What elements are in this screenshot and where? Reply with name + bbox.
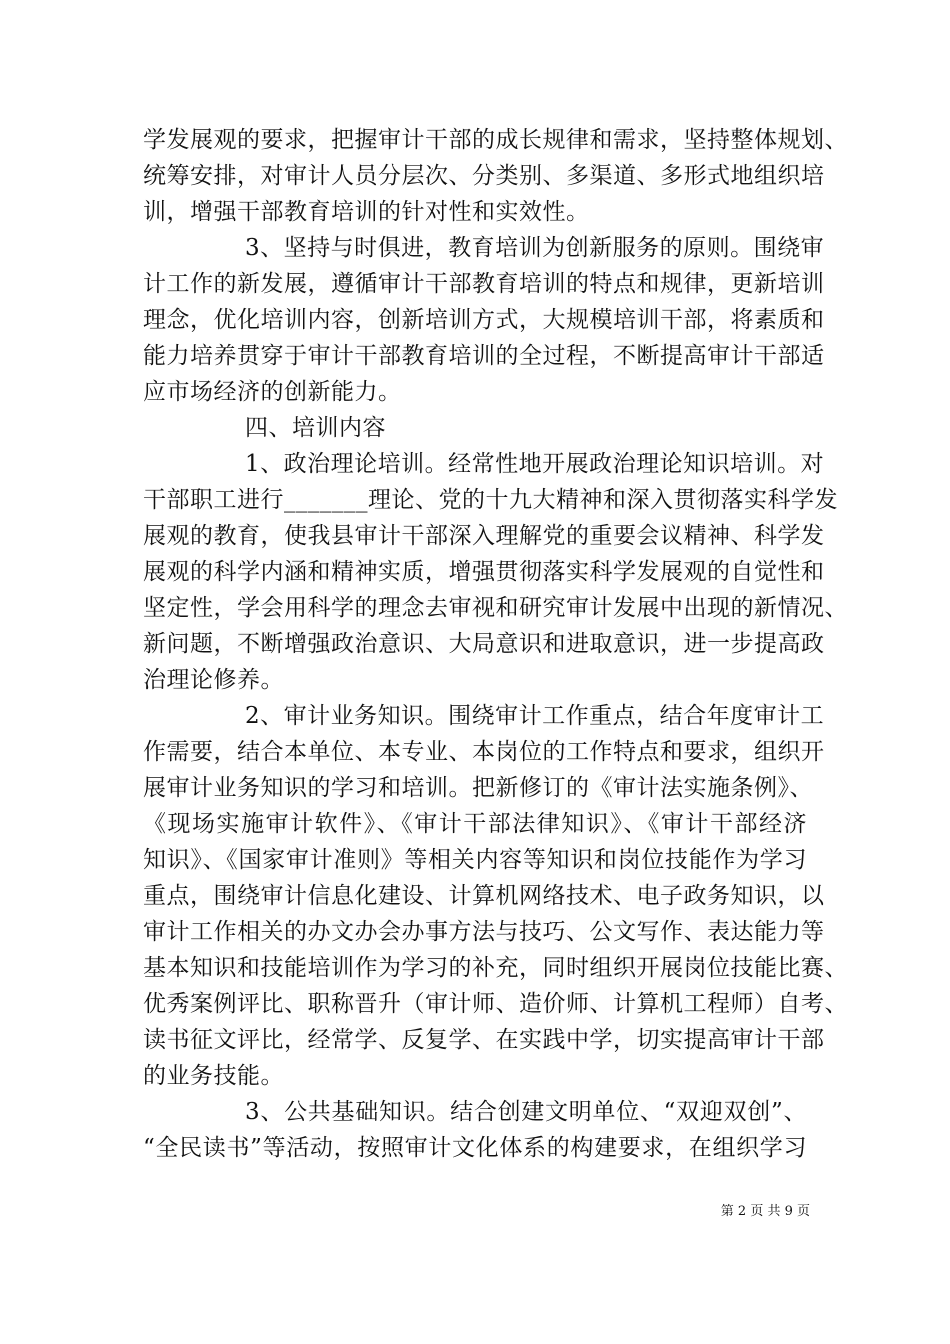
text-line: 作需要，结合本单位、本专业、本岗位的工作特点和要求，组织开 <box>143 739 825 765</box>
paragraph-start-line: 3、坚持与时俱进，教育培训为创新服务的原则。围绕审 <box>245 235 825 261</box>
text-line: 计工作的新发展，遵循审计干部教育培训的特点和规律，更新培训 <box>143 271 825 297</box>
text-line: 《现场实施审计软件》、《审计干部法律知识》、《审计干部经济 <box>143 811 807 837</box>
section-heading: 四、培训内容 <box>245 415 386 441</box>
text-line: 知识》、《国家审计准则》等相关内容等知识和岗位技能作为学习 <box>143 847 807 873</box>
paragraph-start-line: 2、审计业务知识。围绕审计工作重点，结合年度审计工 <box>245 703 825 729</box>
text-line: 审计工作相关的办文办会办事方法与技巧、公文写作、表达能力等 <box>143 919 825 945</box>
text-line: 展观的教育，使我县审计干部深入理解党的重要会议精神、科学发 <box>143 523 825 549</box>
text-line: 学发展观的要求，把握审计干部的成长规律和需求，坚持整体规划、 <box>143 127 848 153</box>
text-line: 统筹安排，对审计人员分层次、分类别、多渠道、多形式地组织培 <box>143 163 825 189</box>
paragraph-start-line: 1、政治理论培训。经常性地开展政治理论知识培训。对 <box>245 451 825 477</box>
text-line: 能力培养贯穿于审计干部教育培训的全过程，不断提高审计干部适 <box>143 343 825 369</box>
text-line: 的业务技能。 <box>143 1063 284 1089</box>
paragraph-start-line: 3、公共基础知识。结合创建文明单位、“双迎双创”、 <box>245 1099 807 1125</box>
text-line: 重点，围绕审计信息化建设、计算机网络技术、电子政务知识，以 <box>143 883 825 909</box>
text-line: 新问题，不断增强政治意识、大局意识和进取意识，进一步提高政 <box>143 631 825 657</box>
text-line: 干部职工进行_______理论、党的十九大精神和深入贯彻落实科学发 <box>143 487 838 513</box>
text-line: “全民读书”等活动，按照审计文化体系的构建要求，在组织学习 <box>143 1135 807 1161</box>
text-line: 读书征文评比，经常学、反复学、在实践中学，切实提高审计干部 <box>143 1027 825 1053</box>
text-line: 展审计业务知识的学习和培训。把新修订的《审计法实施条例》、 <box>143 775 813 801</box>
text-line: 基本知识和技能培训作为学习的补充，同时组织开展岗位技能比赛、 <box>143 955 848 981</box>
text-line: 应市场经济的创新能力。 <box>143 379 402 405</box>
text-line: 坚定性，学会用科学的理念去审视和研究审计发展中出现的新情况、 <box>143 595 848 621</box>
page-number-footer: 第 2 页 共 9 页 <box>720 1204 810 1219</box>
text-line: 训，增强干部教育培训的针对性和实效性。 <box>143 199 590 225</box>
text-line: 展观的科学内涵和精神实质，增强贯彻落实科学发展观的自觉性和 <box>143 559 825 585</box>
text-line: 优秀案例评比、职称晋升（审计师、造价师、计算机工程师）自考、 <box>143 991 848 1017</box>
text-line: 理念，优化培训内容，创新培训方式，大规模培训干部，将素质和 <box>143 307 825 333</box>
text-line: 治理论修养。 <box>143 667 284 693</box>
